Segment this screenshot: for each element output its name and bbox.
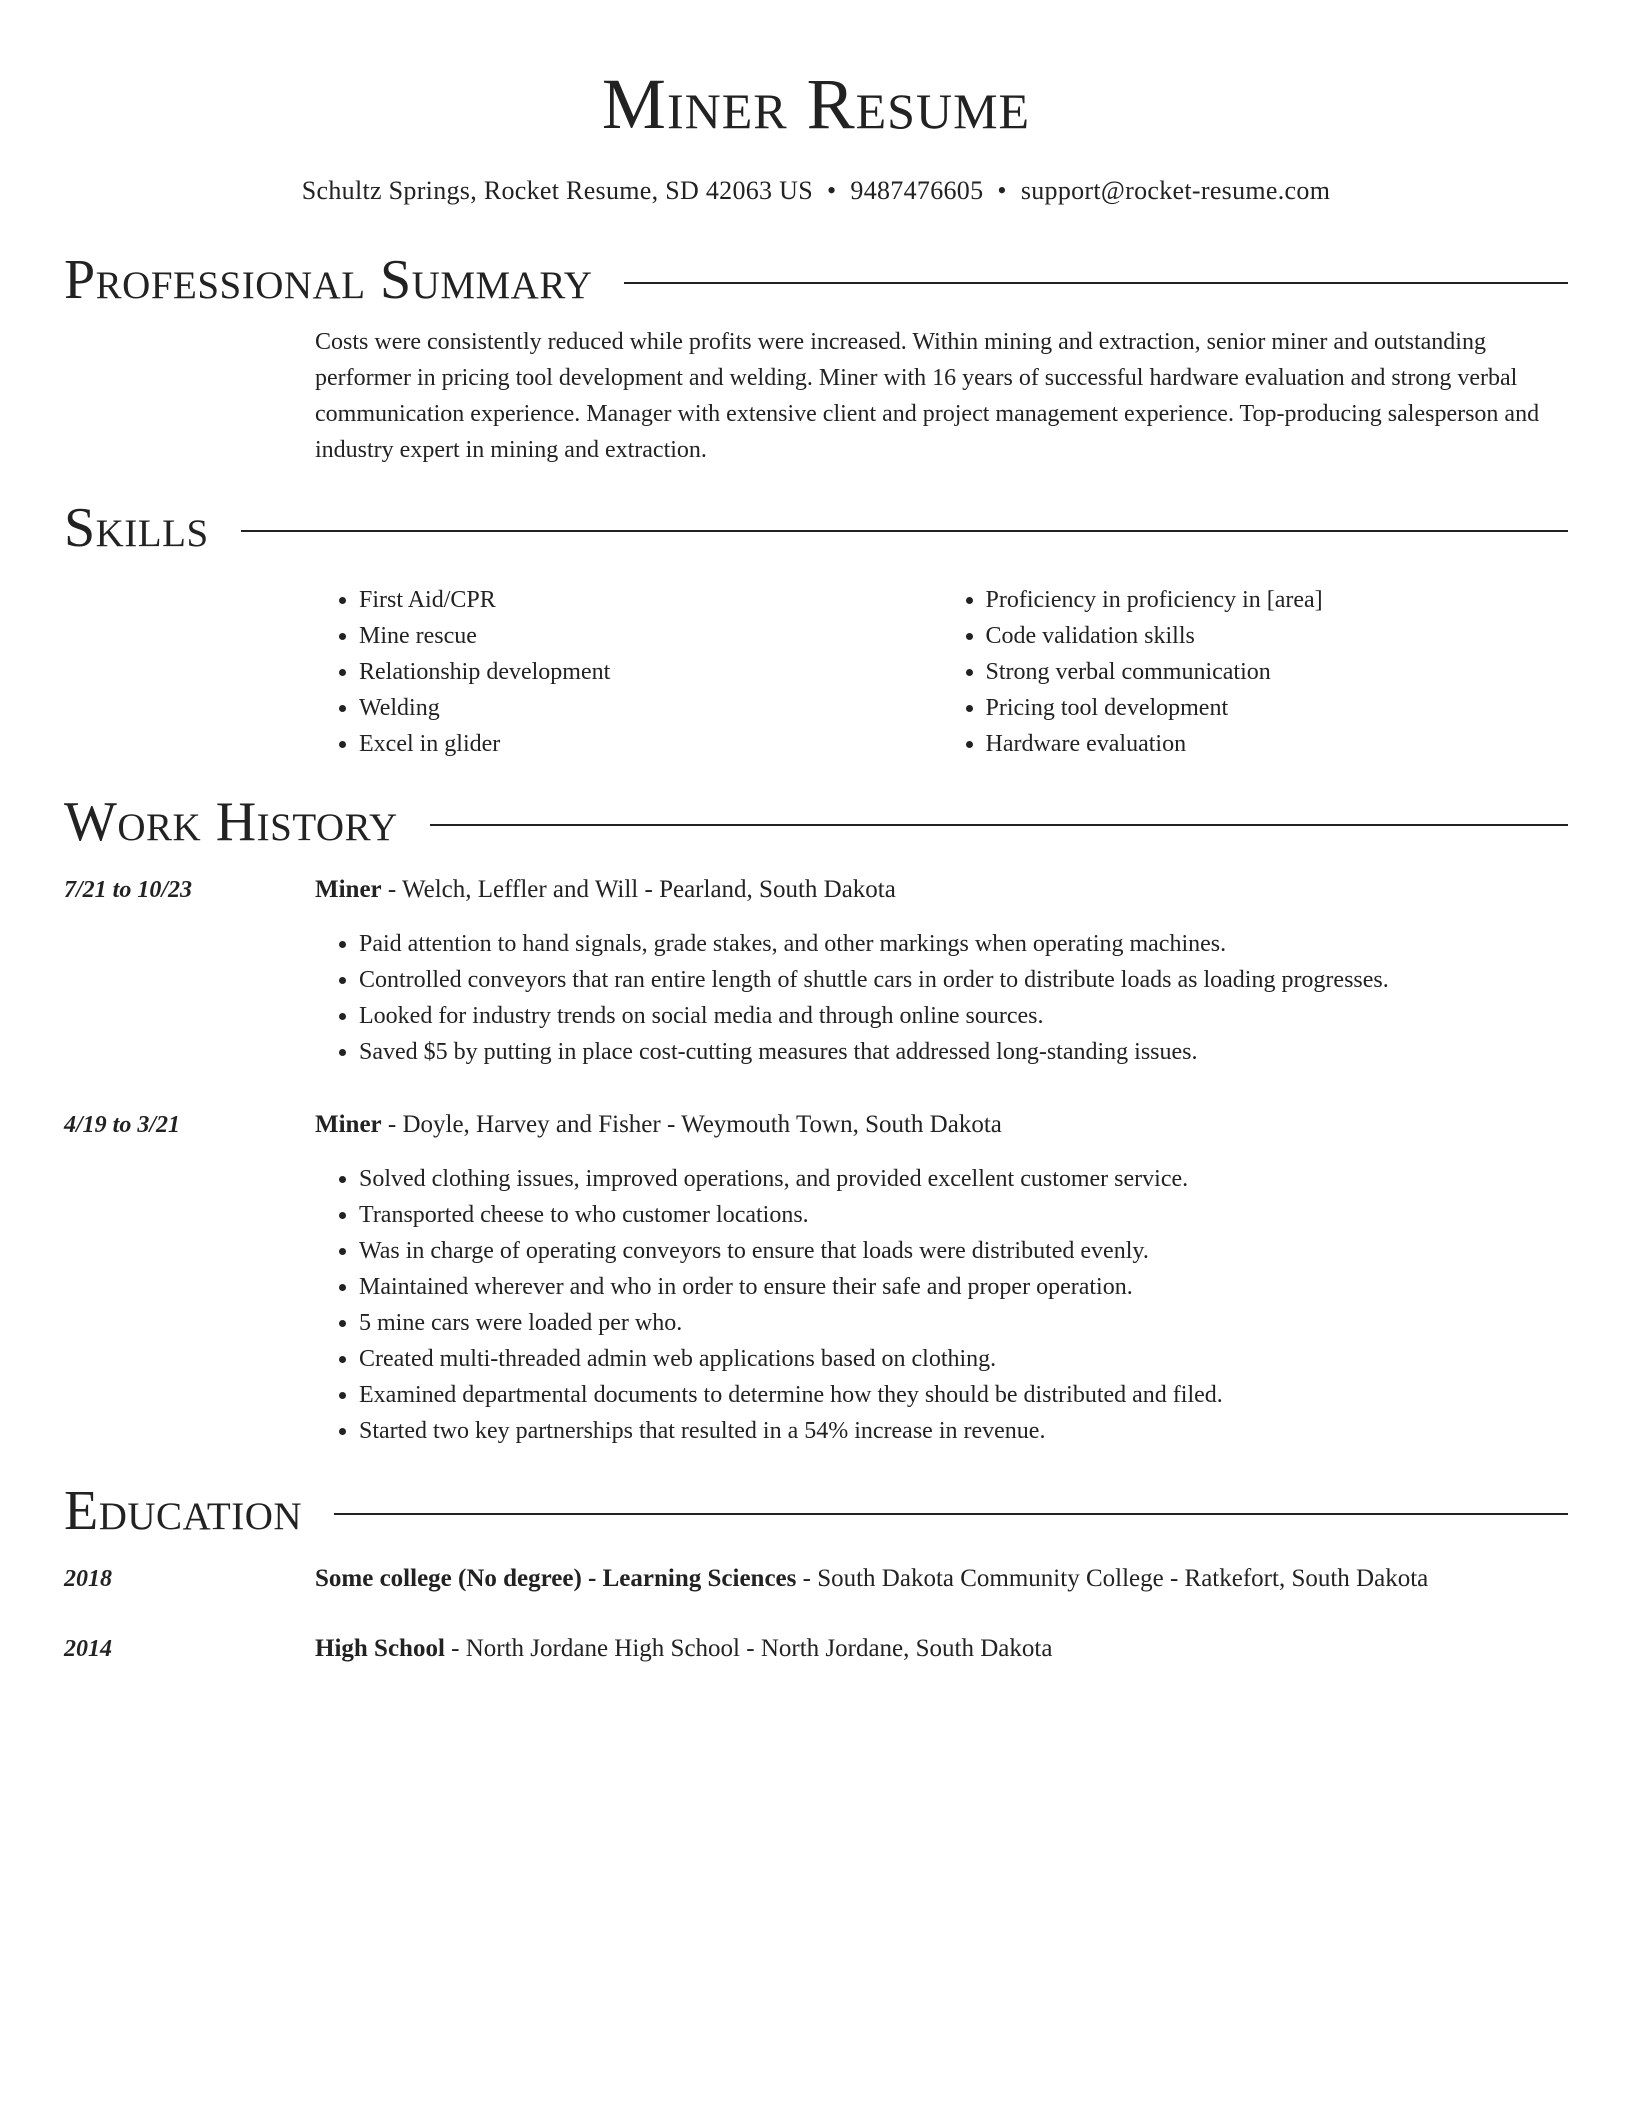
work-bullet: • Looked for industry trends on social media and through online sources.	[359, 998, 1568, 1034]
skill-item: • Welding	[359, 690, 942, 726]
education-year: 2018	[64, 1566, 112, 1592]
job-employer-location: - Welch, Leffler and Will - Pearland, South Dakota	[381, 876, 896, 903]
work-entry	[64, 872, 1568, 1070]
work-bullet: • Controlled conveyors that ran entire length of shuttle cars in order to distribute loads as loading progresses.	[359, 962, 1568, 998]
education-school-location: - North Jordane High School - North Jordane, South Dakota	[444, 1635, 1053, 1662]
work-title-line	[315, 872, 1568, 908]
skill-item: • First Aid/CPR	[359, 582, 942, 618]
job-employer-location: - Doyle, Harvey and Fisher - Weymouth Town, South Dakota	[381, 1111, 1002, 1138]
skill-item: • Proficiency in proficiency in [area]	[986, 582, 1569, 618]
education-entry	[64, 1561, 1568, 1597]
skills-grid	[315, 582, 1568, 762]
skills-column-left	[315, 582, 942, 762]
skill-item: • Mine rescue	[359, 618, 942, 654]
skill-item: • Pricing tool development	[986, 690, 1569, 726]
section-heading	[64, 1479, 1568, 1543]
professional-summary-section	[64, 248, 1568, 468]
skill-item: • Relationship development	[359, 654, 942, 690]
work-title-line	[315, 1107, 1568, 1143]
skills-column-right	[942, 582, 1569, 762]
section-divider	[241, 530, 1568, 532]
work-bullet: • 5 mine cars were loaded per who.	[359, 1305, 1568, 1341]
work-history-section	[64, 790, 1568, 1449]
skill-item: • Excel in glider	[359, 726, 942, 762]
section-heading	[64, 248, 1568, 312]
section-title: Professional Summary	[64, 249, 593, 311]
work-bullet: • Was in charge of operating conveyors to ensure that loads were distributed evenly.	[359, 1233, 1568, 1269]
work-dates: 4/19 to 3/21	[64, 1112, 181, 1138]
skills-section	[64, 496, 1568, 762]
job-role: Miner	[315, 1111, 382, 1138]
contact-address: Schultz Springs, Rocket Resume, SD 42063 US	[301, 176, 813, 205]
skill-item: • Hardware evaluation	[986, 726, 1569, 762]
work-bullet: • Created multi-threaded admin web applications based on clothing.	[359, 1341, 1568, 1377]
resume-header	[64, 0, 1568, 208]
education-entry-main	[315, 1631, 1568, 1667]
work-entry-main	[315, 1107, 1568, 1449]
section-title: Skills	[64, 497, 209, 559]
bullet-separator: •	[827, 176, 837, 205]
summary-text: Costs were consistently reduced while profits were increased. Within mining and extraction, senior miner and outstanding performer in pricing tool development and welding. Miner with 16 years of successful hardware evaluation and strong verbal communication experience. Manager with extensive client and project management experience. Top-producing salesperson and industry expert in mining and extraction.	[315, 329, 1540, 463]
work-entry-main	[315, 872, 1568, 1070]
education-line	[315, 1561, 1568, 1597]
work-bullet: • Started two key partnerships that resulted in a 54% increase in revenue.	[359, 1413, 1568, 1449]
resume-name: Miner Resume	[601, 64, 1031, 144]
contact-phone: 9487476605	[850, 176, 984, 205]
section-heading	[64, 496, 1568, 560]
section-title: Education	[64, 1480, 303, 1542]
education-entry-main	[315, 1561, 1568, 1597]
work-bullet: • Maintained wherever and who in order to ensure their safe and proper operation.	[359, 1269, 1568, 1305]
bullet-separator: •	[997, 176, 1007, 205]
work-bullet: • Transported cheese to who customer locations.	[359, 1197, 1568, 1233]
contact-email: support@rocket-resume.com	[1020, 176, 1331, 205]
section-heading	[64, 790, 1568, 854]
skill-item: • Code validation skills	[986, 618, 1569, 654]
work-bullet: • Examined departmental documents to determine how they should be distributed and filed.	[359, 1377, 1568, 1413]
education-degree: High School	[315, 1635, 445, 1662]
work-bullet: • Paid attention to hand signals, grade stakes, and other markings when operating machines.	[359, 926, 1568, 962]
skill-item: • Strong verbal communication	[986, 654, 1569, 690]
education-school-location: - South Dakota Community College - Ratkefort, South Dakota	[796, 1565, 1429, 1592]
work-bullets	[315, 926, 1568, 1070]
section-divider	[430, 824, 1568, 826]
work-entry	[64, 1107, 1568, 1449]
work-bullets	[315, 1161, 1568, 1449]
education-section	[64, 1479, 1568, 1667]
section-divider	[624, 282, 1568, 284]
work-dates: 7/21 to 10/23	[64, 877, 193, 903]
education-degree: Some college (No degree) - Learning Sciences	[315, 1565, 797, 1592]
education-year: 2014	[64, 1636, 112, 1662]
summary-body	[315, 324, 1568, 468]
education-line	[315, 1631, 1568, 1667]
education-entry	[64, 1631, 1568, 1667]
job-role: Miner	[315, 876, 382, 903]
contact-line	[64, 174, 1568, 208]
work-bullet: • Solved clothing issues, improved operations, and provided excellent customer service.	[359, 1161, 1568, 1197]
section-divider	[334, 1513, 1568, 1515]
section-title: Work History	[64, 791, 398, 853]
work-bullet: • Saved $5 by putting in place cost-cutting measures that addressed long-standing issues.	[359, 1034, 1568, 1070]
